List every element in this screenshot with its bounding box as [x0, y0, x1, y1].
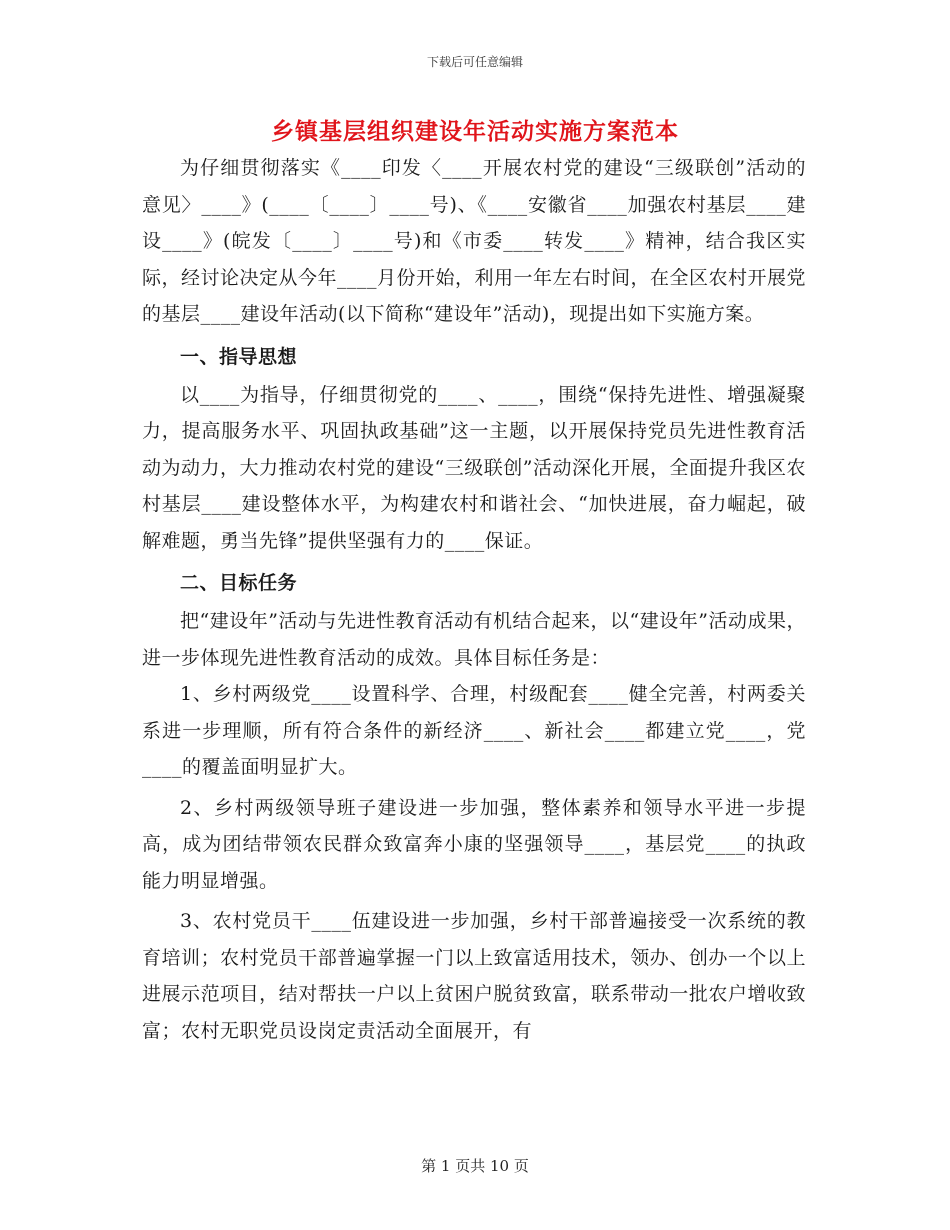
page-number-footer: 第 1 页共 10 页 [421, 1157, 529, 1175]
goals-tasks-paragraph: 把“建设年”活动与先进性教育活动有机结合起来，以“建设年”活动成果，进一步体现先进性教育活动的成效。具体目标任务是： [142, 610, 806, 669]
intro-paragraph: 为仔细贯彻落实《____印发〈____开展农村党的建设“三级联创”活动的意见〉____》(____〔____〕____号)、《____安徽省____加强农村基层____建设____》(皖发〔____〕____号)和《市委____转发____》精神，结合我区实际，经讨论决定从今年____月份开始，利用一年左右时间，在全区农村开展党的基层____建设年活动(以下简称“建设年”活动)，现提出如下实施方案。 [142, 157, 807, 325]
document-body [142, 150, 806, 1049]
section-heading-guiding-ideology: 一、指导思想 [180, 345, 298, 368]
document-title: 乡镇基层组织建设年活动实施方案范本 [271, 118, 679, 145]
goal-item-2: 2、乡村两级领导班子建设进一步加强，整体素养和领导水平进一步提高，成为团结带领农民群众致富奔小康的坚强领导____，基层党____的执政能力明显增强。 [142, 796, 806, 892]
page-header-note: 下载后可任意编辑 [426, 55, 523, 69]
guiding-ideology-paragraph: 以____为指导，仔细贯彻党的____、____，围绕“保持先进性、增强凝聚力，提高服务水平、巩固执政基础”这一主题，以开展保持党员先进性教育活动为动力，大力推动农村党的建设“三级联创”活动深化开展，全面提升我区农村基层____建设整体水平，为构建农村和谐社会、“加快进展，奋力崛起，破解难题，勇当先锋”提供坚强有力的____保证。 [142, 383, 806, 552]
goal-item-3: 3、农村党员干____伍建设进一步加强，乡村干部普遍接受一次系统的教育培训；农村党员干部普遍掌握一门以上致富适用技术，领办、创办一个以上进展示范项目，结对帮扶一户以上贫困户脱贫致富，联系带动一批农户增收致富；农村无职党员设岗定责活动全面展开，有 [142, 910, 806, 1042]
section-heading-goals-tasks: 二、目标任务 [180, 572, 298, 594]
goal-item-1: 1、乡村两级党____设置科学、合理，村级配套____健全完善，村两委关系进一步理顺，所有符合条件的新经济____、新社会____都建立党____，党____的覆盖面明显扩大。 [142, 683, 806, 778]
